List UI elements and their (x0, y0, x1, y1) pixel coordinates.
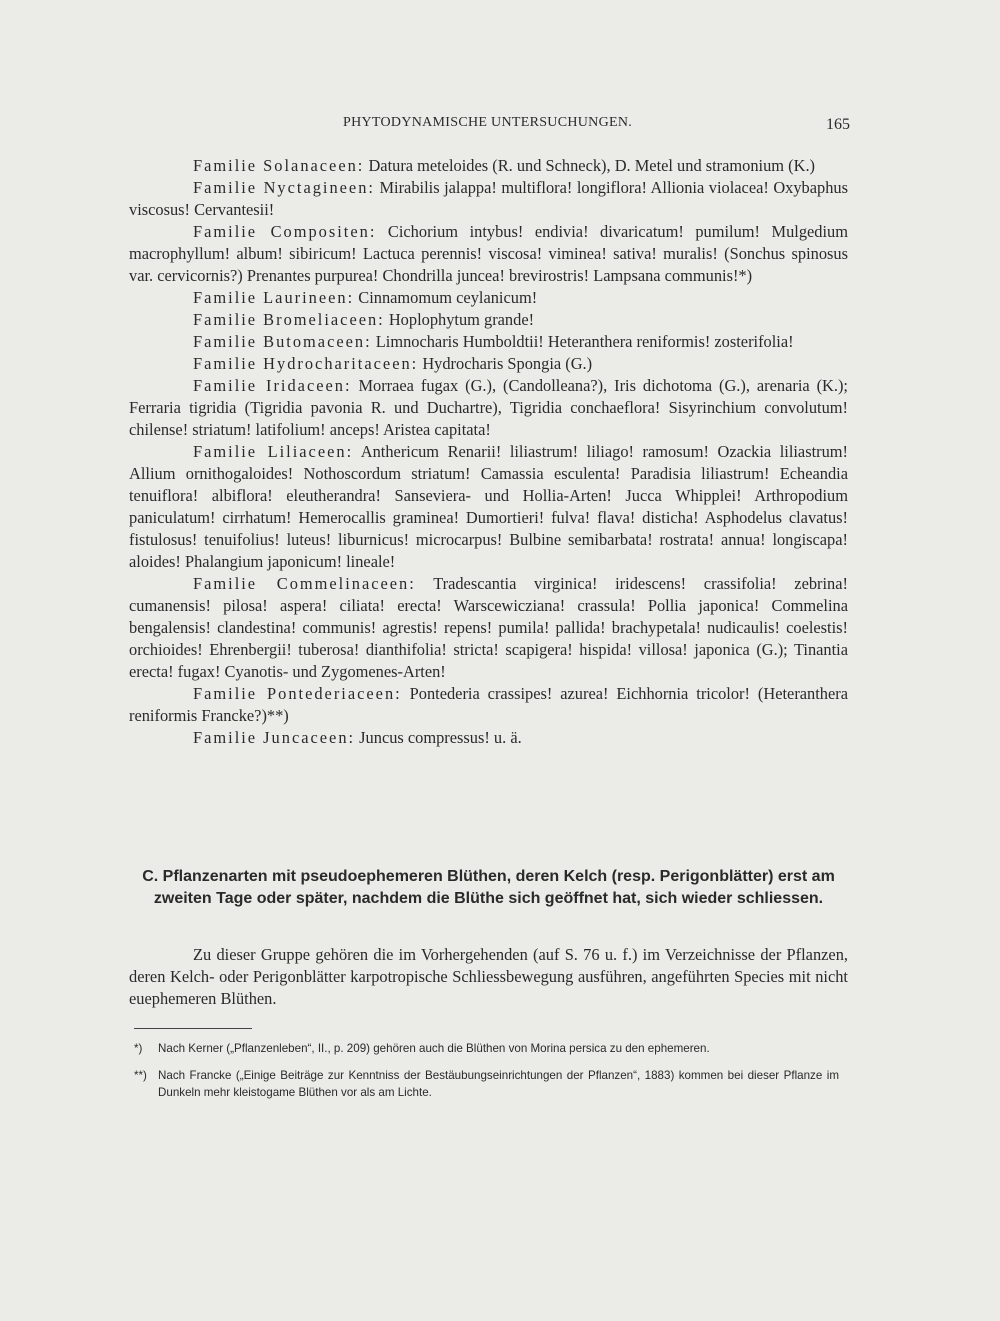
footnote (134, 1040, 839, 1057)
family-list (129, 155, 848, 749)
section-c-intro: Zu dieser Gruppe gehören die im Vorhergehenden (auf S. 76 u. f.) im Verzeichnisse der Pflanzen, deren Kelch- oder Perigonblätter karpotropische Schliessbewegung ausführen, angeführten Species mit nicht euephemeren Blüthen. (129, 945, 848, 1008)
species-list: Juncus compressus! u. ä. (355, 728, 522, 747)
section-c-heading: C. Pflanzenarten mit pseudoephemeren Blüthen, deren Kelch (resp. Perigonblätter) erst am zweiten Tage oder später, nachdem die Blüthe sich geöffnet hat, sich wieder schliessen. (142, 868, 835, 907)
entry-butomaceen (129, 331, 848, 353)
species-list: Cichorium intybus! endivia! divaricatum! pumilum! Mulgedium macrophyllum! album! sibiricum! Lactuca perennis! viscosa! viminea! sativa! muralis! (Sonchus spinosus var. cervicornis?) Prenantes purpurea! Chondrilla juncea! brevirostris! Lampsana communis!*) (129, 222, 848, 285)
species-list: Hoplophytum grande! (384, 310, 535, 329)
family-name: Familie Pontederiaceen: (193, 684, 402, 703)
entry-juncaceen (129, 727, 848, 749)
entry-hydrocharitaceen (129, 353, 848, 375)
footnote-text: Nach Francke („Einige Beiträge zur Kenntniss der Bestäubungseinrichtungen der Pflanzen“, 1883) kommen bei dieser Pflanze im Dunkeln mehr kleistogame Blüthen vor als am Lichte. (158, 1069, 839, 1099)
species-list: Limnocharis Humboldtii! Heteranthera reniformis! zosterifolia! (371, 332, 794, 351)
family-name: Familie Laurineen: (193, 288, 355, 307)
species-list: Datura meteloides (R. und Schneck), D. Metel und stramonium (K.) (364, 156, 815, 175)
family-name: Familie Hydrocharitaceen: (193, 354, 419, 373)
family-name: Familie Compositen: (193, 222, 377, 241)
entry-laurineen (129, 287, 848, 309)
entry-pontederiaceen (129, 683, 848, 727)
entry-commelinaceen (129, 573, 848, 683)
footnote-mark: **) (134, 1069, 147, 1082)
entry-compositen (129, 221, 848, 287)
footnotes (134, 1040, 839, 1111)
footnote-mark: *) (134, 1042, 143, 1055)
entry-solanaceen (129, 155, 848, 177)
family-name: Familie Liliaceen: (193, 442, 354, 461)
entry-iridaceen (129, 375, 848, 441)
family-name: Familie Solanaceen: (193, 156, 365, 175)
family-name: Familie Butomaceen: (193, 332, 372, 351)
entry-liliaceen (129, 441, 848, 573)
family-name: Familie Commelinaceen: (193, 574, 416, 593)
species-list: Mirabilis jalappa! multiflora! longiflora! Allionia violacea! Oxybaphus viscosus! Cervantesii! (129, 178, 848, 219)
page-number: 165 (826, 116, 850, 133)
species-list: Cinnamomum ceylanicum! (354, 288, 538, 307)
species-list: Tradescantia virginica! iridescens! crassifolia! zebrina! cumanensis! pilosa! aspera! ciliata! erecta! Warscewicziana! crassula! Pollia japonica! Commelina bengalensis! clandestina! communis! agrestis! repens! pumila! pallida! brachypetala! nudicaulis! coelestis! orchioides! Ehrenbergii! tuberosa! dianthifolia! stricta! scapigera! hispida! villosa! japonica (G.); Tinantia erecta! fugax! Cyanotis- und Zygomenes-Arten! (129, 574, 848, 681)
family-name: Familie Juncaceen: (193, 728, 356, 747)
entry-bromeliaceen (129, 309, 848, 331)
running-title: PHYTODYNAMISCHE UNTERSUCHUNGEN. (343, 115, 633, 130)
species-list: Hydrocharis Spongia (G.) (418, 354, 593, 373)
family-name: Familie Bromeliaceen: (193, 310, 385, 329)
footnote-divider (134, 1028, 252, 1029)
footnote (134, 1067, 839, 1101)
footnote-text: Nach Kerner („Pflanzenleben“, II., p. 209) gehören auch die Blüthen von Morina persica zu den ephemeren. (158, 1042, 710, 1055)
entry-nyctagineen (129, 177, 848, 221)
species-list: Anthericum Renarii! liliastrum! liliago! ramosum! Ozackia liliastrum! Allium ornithogaloides! Nothoscordum striatum! Camassia esculenta! Paradisia liliastrum! Echeandia tenuiflora! albiflora! eleutherandra! Sanseviera- und Hollia-Arten! Jucca Whipplei! Arthropodium paniculatum! cirrhatum! Hemerocallis graminea! Dumortieri! fulva! flava! disticha! Asphodelus clavatus! fistulosus! tenuifolius! luteus! liburnicus! microcarpus! Bulbine semibarbata! rostrata! annua! longiscapa! aloides! Phalangium japonicum! lineale! (129, 442, 848, 571)
family-name: Familie Iridaceen: (193, 376, 352, 395)
species-list: Pontederia crassipes! azurea! Eichhornia tricolor! (Heteranthera reniformis Francke?)**) (129, 684, 849, 725)
family-name: Familie Nyctagineen: (193, 178, 375, 197)
species-list: Morraea fugax (G.), (Candolleana?), Iris dichotoma (G.), arenaria (K.); Ferraria tigridia (Tigridia pavonia R. und Duchartre), Tigridia conchaeflora! Sisyrinchium convolutum! chilense! striatum! latifolium! anceps! Aristea capitata! (129, 376, 848, 439)
